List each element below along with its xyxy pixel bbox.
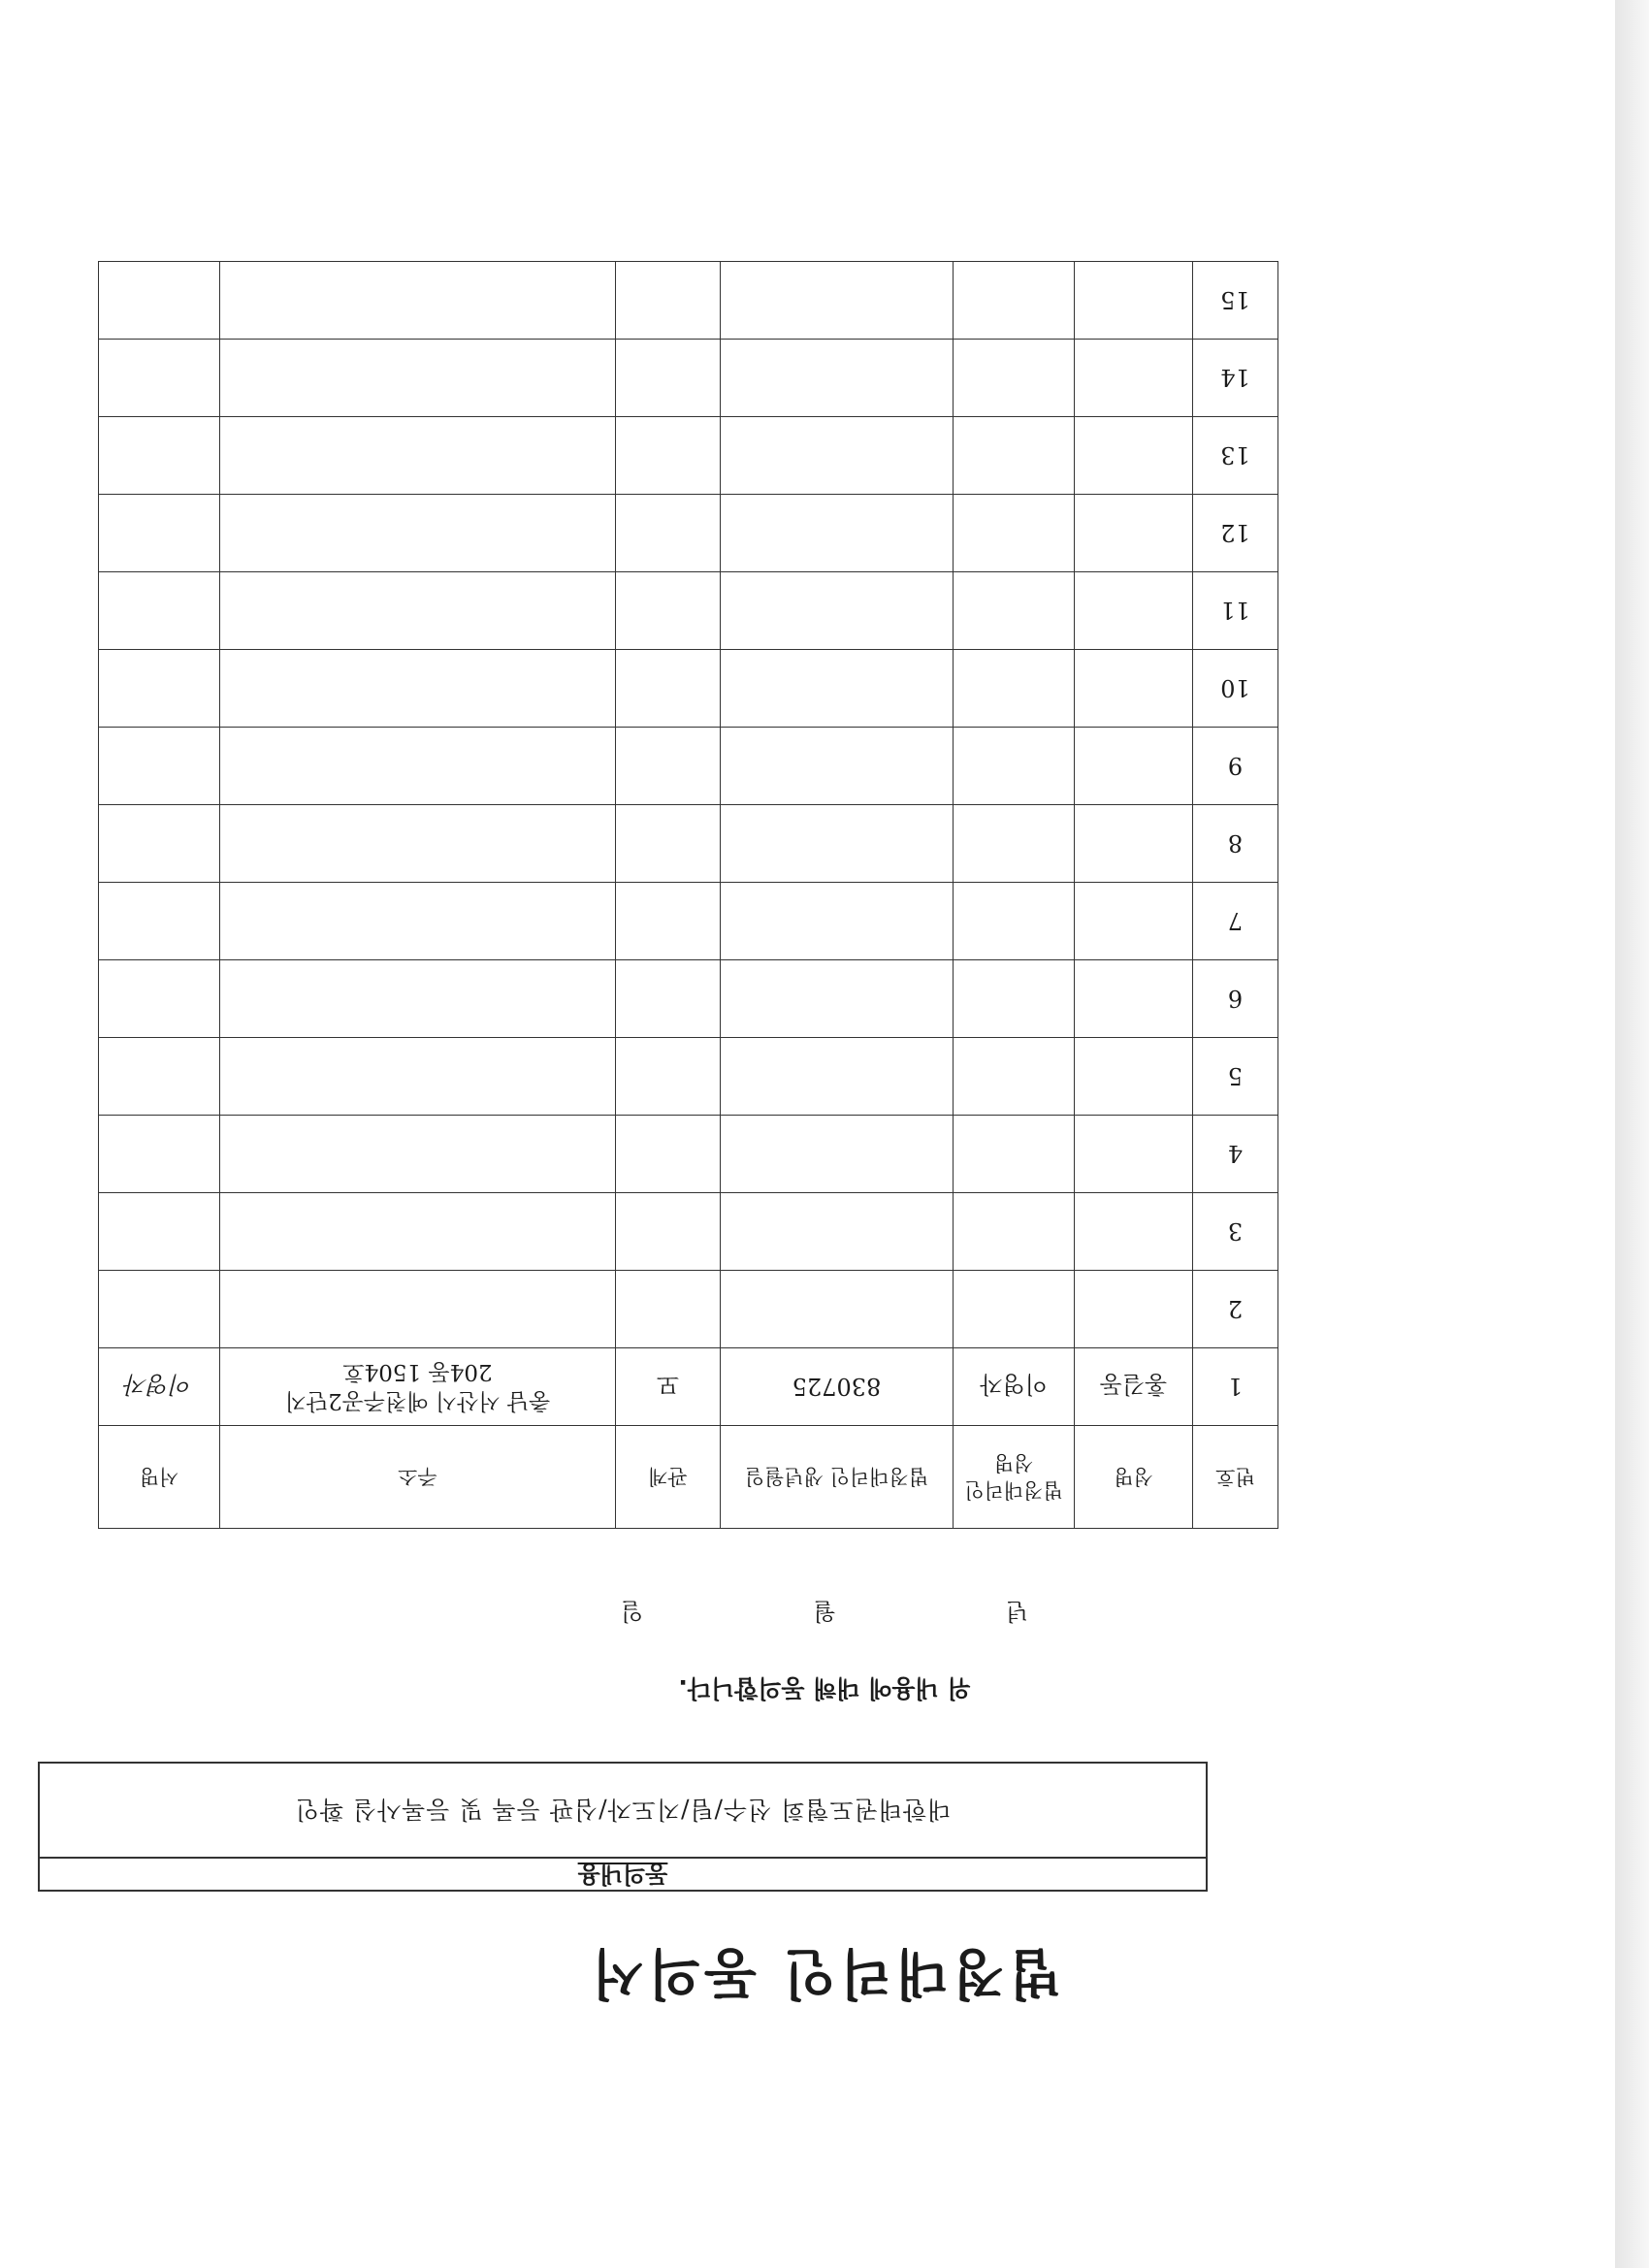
- signature-cell: 이영자: [99, 1348, 220, 1426]
- signature-cell: [99, 728, 220, 805]
- relation-cell: 모: [616, 1348, 721, 1426]
- student-name-cell: [1075, 650, 1193, 728]
- signature-cell: [99, 417, 220, 495]
- row-number-cell: 9: [1193, 728, 1278, 805]
- student-name-cell: [1075, 495, 1193, 572]
- address-cell: [220, 1038, 616, 1116]
- table-row: [99, 1348, 1278, 1426]
- student-name-cell: [1075, 883, 1193, 960]
- header-address: 주소: [220, 1426, 616, 1529]
- relation-cell: [616, 572, 721, 650]
- address-line-2: 204동 1504호: [342, 1359, 493, 1385]
- row-number-cell: 13: [1193, 417, 1278, 495]
- table-row: [99, 262, 1278, 340]
- guardian-birthdate-cell: [721, 1193, 954, 1271]
- table-row: [99, 340, 1278, 417]
- signature-cell: [99, 1116, 220, 1193]
- address-line-1: 충남 서산시 예천주공2단지: [284, 1388, 551, 1414]
- row-number-cell: 4: [1193, 1116, 1278, 1193]
- header-guardian-birthdate: 법정대리인 생년월일: [721, 1426, 954, 1529]
- guardian-birthdate-cell: [721, 650, 954, 728]
- guardian-name-cell: [954, 650, 1075, 728]
- address-cell: [220, 883, 616, 960]
- header-relation: 관계: [616, 1426, 721, 1529]
- guardian-name-cell: [954, 1271, 1075, 1348]
- signature-cell: [99, 572, 220, 650]
- guardian-name-cell: [954, 417, 1075, 495]
- table-row: [99, 728, 1278, 805]
- guardian-consent-table: [98, 261, 1278, 1529]
- address-cell: [220, 340, 616, 417]
- student-name-cell: [1075, 262, 1193, 340]
- student-name-cell: [1075, 1271, 1193, 1348]
- signature-cell: [99, 262, 220, 340]
- guardian-birthdate-cell: [721, 883, 954, 960]
- address-cell: [220, 495, 616, 572]
- guardian-name-cell: [954, 1116, 1075, 1193]
- table-row: [99, 417, 1278, 495]
- consent-content-box: [38, 1762, 1208, 1892]
- address-cell: [220, 417, 616, 495]
- signature-cell: [99, 1038, 220, 1116]
- student-name-cell: [1075, 1193, 1193, 1271]
- guardian-name-cell: [954, 1193, 1075, 1271]
- signature-cell: [99, 883, 220, 960]
- guardian-name-cell: [954, 340, 1075, 417]
- table-row: [99, 883, 1278, 960]
- signature-cell: [99, 495, 220, 572]
- student-name-cell: [1075, 1116, 1193, 1193]
- guardian-birthdate-cell: [721, 417, 954, 495]
- row-number-cell: 8: [1193, 805, 1278, 883]
- relation-cell: [616, 1193, 721, 1271]
- table-row: [99, 960, 1278, 1038]
- guardian-name-cell: [954, 883, 1075, 960]
- row-number-cell: 3: [1193, 1193, 1278, 1271]
- signature-cell: [99, 960, 220, 1038]
- address-cell: [220, 728, 616, 805]
- signature-cell: [99, 650, 220, 728]
- signature-cell: [99, 1271, 220, 1348]
- address-cell: [220, 960, 616, 1038]
- consent-content-text: 대한태권도협회 선수/팀/지도자/심판 등록 및 등록사실 확인: [294, 1796, 952, 1824]
- row-number-cell: 7: [1193, 883, 1278, 960]
- guardian-birthdate-cell: [721, 495, 954, 572]
- guardian-birthdate-cell: [721, 805, 954, 883]
- guardian-name-cell: [954, 495, 1075, 572]
- guardian-name-cell: [954, 1038, 1075, 1116]
- address-cell: [220, 572, 616, 650]
- relation-cell: [616, 340, 721, 417]
- table-row: [99, 495, 1278, 572]
- guardian-name-cell: [954, 262, 1075, 340]
- student-name-cell: [1075, 1038, 1193, 1116]
- row-number-cell: 5: [1193, 1038, 1278, 1116]
- guardian-name-cell: [954, 805, 1075, 883]
- student-name-cell: [1075, 572, 1193, 650]
- signature-cell: [99, 1193, 220, 1271]
- header-number: 번호: [1193, 1426, 1278, 1529]
- guardian-birthdate-cell: [721, 1116, 954, 1193]
- guardian-birthdate-cell: 830725: [721, 1348, 954, 1426]
- guardian-name-cell: 이영자: [954, 1348, 1075, 1426]
- year-label: 년: [1005, 1598, 1029, 1625]
- relation-cell: [616, 1271, 721, 1348]
- guardian-birthdate-cell: [721, 572, 954, 650]
- guardian-name-cell: [954, 960, 1075, 1038]
- row-number-cell: 10: [1193, 650, 1278, 728]
- agreement-statement: 위 내용에 대해 동의합니다.: [678, 1674, 971, 1702]
- guardian-birthdate-cell: [721, 262, 954, 340]
- relation-cell: [616, 262, 721, 340]
- relation-cell: [616, 495, 721, 572]
- address-cell: [220, 650, 616, 728]
- relation-cell: [616, 960, 721, 1038]
- header-signature: 서명: [99, 1426, 220, 1529]
- student-name-cell: [1075, 728, 1193, 805]
- table-row: [99, 1116, 1278, 1193]
- row-number-cell: 11: [1193, 572, 1278, 650]
- student-name-cell: [1075, 417, 1193, 495]
- table-row: [99, 1271, 1278, 1348]
- address-cell: [220, 1116, 616, 1193]
- student-name-cell: [1075, 805, 1193, 883]
- guardian-name-cell: [954, 728, 1075, 805]
- guardian-birthdate-cell: [721, 960, 954, 1038]
- guardian-birthdate-cell: [721, 1038, 954, 1116]
- table-row: [99, 1038, 1278, 1116]
- row-number-cell: 6: [1193, 960, 1278, 1038]
- student-name-cell: [1075, 340, 1193, 417]
- consent-content-heading: 동의내용: [40, 1857, 1206, 1890]
- table-row: [99, 650, 1278, 728]
- table-row: [99, 1193, 1278, 1271]
- header-guardian-name: 법정대리인 성명: [954, 1426, 1075, 1529]
- relation-cell: [616, 1116, 721, 1193]
- header-name: 성명: [1075, 1426, 1193, 1529]
- guardian-name-cell: [954, 572, 1075, 650]
- guardian-birthdate-cell: [721, 728, 954, 805]
- table-row: [99, 805, 1278, 883]
- relation-cell: [616, 728, 721, 805]
- guardian-birthdate-cell: [721, 340, 954, 417]
- student-name-cell: [1075, 960, 1193, 1038]
- table-row: [99, 572, 1278, 650]
- table-header-row: [99, 1426, 1278, 1529]
- row-number-cell: 15: [1193, 262, 1278, 340]
- row-number-cell: 2: [1193, 1271, 1278, 1348]
- document-title: 법정대리인 동의서: [587, 1941, 1062, 2004]
- date-line: [0, 1597, 1649, 1631]
- relation-cell: [616, 417, 721, 495]
- relation-cell: [616, 883, 721, 960]
- signature-cell: [99, 340, 220, 417]
- guardian-birthdate-cell: [721, 1271, 954, 1348]
- address-cell: [220, 805, 616, 883]
- relation-cell: [616, 805, 721, 883]
- row-number-cell: 1: [1193, 1348, 1278, 1426]
- day-label: 일: [620, 1598, 644, 1625]
- relation-cell: [616, 650, 721, 728]
- signature-cell: [99, 805, 220, 883]
- address-cell: [220, 1271, 616, 1348]
- address-cell: [220, 262, 616, 340]
- address-cell: [220, 1348, 616, 1426]
- relation-cell: [616, 1038, 721, 1116]
- table-body: [99, 262, 1278, 1426]
- month-label: 월: [813, 1598, 836, 1625]
- address-cell: [220, 1193, 616, 1271]
- row-number-cell: 12: [1193, 495, 1278, 572]
- student-name-cell: 홍길동: [1075, 1348, 1193, 1426]
- row-number-cell: 14: [1193, 340, 1278, 417]
